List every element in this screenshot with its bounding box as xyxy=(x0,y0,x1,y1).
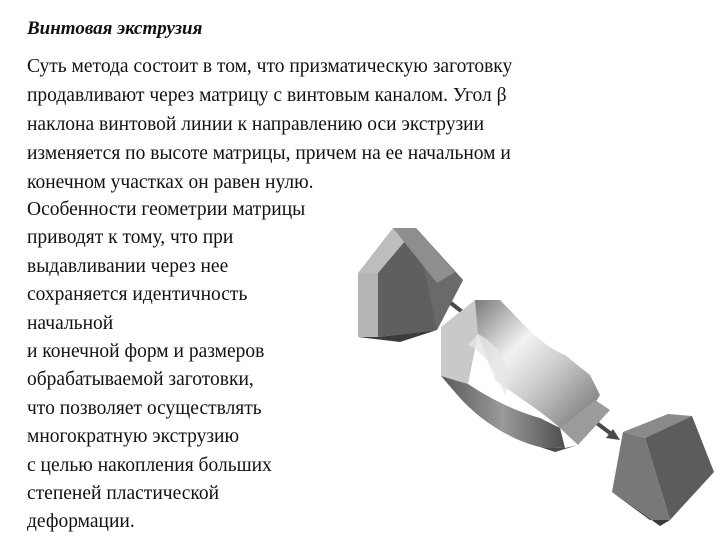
final-billet xyxy=(612,414,714,526)
text-line: выдавливании через нее xyxy=(27,255,229,277)
text-line: Особенности геометрии матрицы xyxy=(27,199,306,220)
slide-title: Винтовая экструзия xyxy=(27,18,203,39)
text-line: продавливают через матрицу с винтовым каналом. Угол β xyxy=(27,85,507,106)
text-line: приводят к тому, что при xyxy=(27,227,234,249)
text-line: деформации. xyxy=(27,511,135,533)
text-line: степеней пластической xyxy=(27,483,220,505)
text-line: изменяется по высоте матрицы, причем на ее начальном и xyxy=(27,143,511,164)
text-line: начальной xyxy=(27,312,114,334)
twist-extrusion-illustration xyxy=(340,210,720,540)
text-line: сохраняется идентичность xyxy=(27,284,248,306)
text-line: что позволяет осуществлять xyxy=(27,397,262,419)
geometry-features xyxy=(27,196,305,537)
text-line: Суть метода состоит в том, что призматическую заготовку xyxy=(27,56,513,77)
text-line: обрабатываемой заготовки, xyxy=(27,369,254,391)
text-line: наклона винтовой линии к направлению оси экструзии xyxy=(27,114,485,135)
text-line: конечном участках он равен нулю. xyxy=(27,172,314,193)
text-line: с целью накопления больших xyxy=(27,454,272,476)
helical-die xyxy=(441,300,610,452)
text-line: многократную экструзию xyxy=(27,426,240,448)
text-line: и конечной форм и размеров xyxy=(27,341,265,363)
method-description xyxy=(27,52,717,197)
